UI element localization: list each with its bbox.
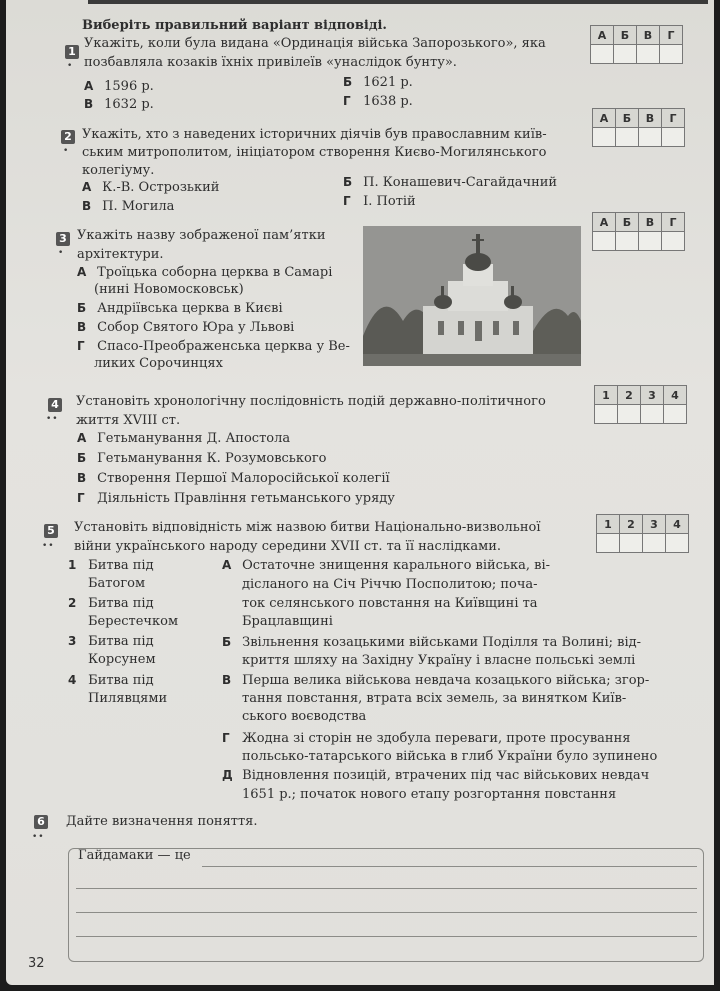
q2-option-d[interactable]: Г І. Потій (343, 194, 416, 209)
q5-battle-1-cont: Батогом (88, 576, 146, 591)
q3-answer-grid: А Б В Г (592, 212, 685, 251)
answer-cell[interactable] (616, 232, 639, 251)
q5-battle-2: 2 Битва під (68, 596, 154, 611)
q3-option-b[interactable]: Б Андріївська церква в Києві (77, 301, 283, 316)
difficulty-marker: •• (32, 832, 45, 842)
page-number: 32 (28, 956, 45, 971)
question-number-5: 5 (44, 524, 58, 538)
question-number-3: 3 (56, 232, 70, 246)
q1-text-line1: Укажіть, коли була видана «Ординація війська Запорозького», яка (84, 36, 546, 51)
top-bar (88, 0, 708, 4)
answer-line[interactable] (76, 912, 697, 913)
q4-text-line2: життя XVIII ст. (76, 413, 181, 428)
q5-result-e-line2: 1651 р.; початок нового етапу розгортання повстання (242, 787, 617, 802)
q3-option-c[interactable]: В Собор Святого Юра у Львові (77, 320, 295, 335)
church-photo (363, 226, 581, 366)
difficulty-marker: • (63, 146, 70, 156)
q5-result-a-line2: дісланого на Січ Річчю Посполитою; поча- (242, 577, 538, 592)
q5-result-a-line4: Брацлавщині (242, 614, 333, 629)
q6-term: Гайдамаки — це (78, 848, 191, 863)
q5-battle-4-cont: Пилявцями (88, 691, 168, 706)
q4-option-a[interactable]: А Гетьманування Д. Апостола (77, 431, 291, 446)
q5-result-c: В Перша велика військова невдача козацького війська; згор- (222, 673, 650, 688)
answer-cell[interactable] (664, 405, 687, 424)
q1-option-a[interactable]: А 1596 р. (84, 79, 154, 94)
answer-cell[interactable] (641, 405, 664, 424)
answer-cell[interactable] (597, 534, 620, 553)
q3-text-line1: Укажіть назву зображеної пам’ятки (77, 228, 326, 243)
church-image (363, 226, 581, 366)
answer-cell[interactable] (660, 45, 683, 64)
answer-cell[interactable] (662, 128, 685, 147)
q5-result-c-line3: ського воєводства (242, 709, 367, 724)
q4-option-b[interactable]: Б Гетьманування К. Розумовського (77, 451, 327, 466)
q5-result-b-line2: криття шляху на Західну Україну і власне польські землі (242, 653, 636, 668)
q3-text-line2: архітектури. (77, 247, 164, 262)
difficulty-marker: •• (46, 414, 59, 424)
answer-cell[interactable] (662, 232, 685, 251)
q5-result-a-line3: ток селянського повстання на Київщині та (242, 596, 538, 611)
answer-cell[interactable] (666, 534, 689, 553)
q5-text-line2: війни українського народу середини XVII ст. та її наслідками. (74, 539, 502, 554)
q5-text-line1: Установіть відповідність між назвою битви Національно-визвольної (74, 520, 541, 535)
q5-result-d: Г Жодна зі сторін не здобула переваги, проте просування (222, 731, 631, 746)
q2-text-line3: колегіуму. (82, 163, 155, 178)
q5-result-a: А Остаточне знищення карального війська, ві- (222, 558, 551, 573)
q1-option-c[interactable]: В 1632 р. (84, 97, 154, 112)
difficulty-marker: • (67, 61, 74, 71)
q1-text-line2: позбавляла козаків їхніх привілеїв «унаслідок бунту». (84, 55, 457, 70)
instruction: Виберіть правильний варіант відповіді. (82, 18, 387, 33)
answer-line[interactable] (202, 866, 697, 867)
answer-line[interactable] (76, 888, 697, 889)
q2-text-line2: ським митрополитом, ініціатором створення Києво-Могилянського (82, 145, 547, 160)
q3-option-d-cont: ликих Сорочинцях (94, 356, 223, 371)
q3-option-a[interactable]: А Троїцька соборна церква в Самарі (77, 265, 333, 280)
answer-cell[interactable] (593, 128, 616, 147)
q5-battle-2-cont: Берестечком (88, 614, 179, 629)
q1-answer-grid: А Б В Г (590, 25, 683, 64)
q4-text-line1: Установіть хронологічну послідовність подій державно-політичного (76, 394, 546, 409)
question-number-4: 4 (48, 398, 62, 412)
answer-cell[interactable] (593, 232, 616, 251)
q1-option-d[interactable]: Г 1638 р. (343, 94, 413, 109)
difficulty-marker: • (58, 248, 65, 258)
q2-option-c[interactable]: В П. Могила (82, 199, 175, 214)
q3-option-a-cont: (нині Новомосковськ) (94, 282, 244, 297)
answer-cell[interactable] (620, 534, 643, 553)
answer-cell[interactable] (639, 128, 662, 147)
answer-cell[interactable] (618, 405, 641, 424)
answer-line[interactable] (76, 936, 697, 937)
q5-battle-4: 4 Битва під (68, 673, 154, 688)
q3-option-d[interactable]: Г Спасо-Преображенська церква у Ве- (77, 339, 350, 354)
answer-cell[interactable] (616, 128, 639, 147)
q6-text: Дайте визначення поняття. (66, 814, 258, 829)
q4-option-d[interactable]: Г Діяльність Правління гетьманського уряду (77, 491, 395, 506)
q5-battle-1: 1 Битва під (68, 558, 154, 573)
q5-answer-grid: 1 2 3 4 (596, 514, 689, 553)
answer-cell[interactable] (595, 405, 618, 424)
q5-result-b: Б Звільнення козацькими військами Поділля та Волині; від- (222, 635, 642, 650)
answer-cell[interactable] (639, 232, 662, 251)
question-number-2: 2 (61, 130, 75, 144)
q2-option-b[interactable]: Б П. Конашевич-Сагайдачний (343, 175, 558, 190)
q2-text-line1: Укажіть, хто з наведених історичних діячів був православним київ- (82, 127, 547, 142)
q1-option-b[interactable]: Б 1621 р. (343, 75, 413, 90)
q5-battle-3: 3 Битва під (68, 634, 154, 649)
textbook-page (6, 0, 714, 985)
question-number-6: 6 (34, 815, 48, 829)
q5-battle-3-cont: Корсунем (88, 652, 156, 667)
q2-option-a[interactable]: А К.-В. Острозький (82, 180, 220, 195)
q2-answer-grid: А Б В Г (592, 108, 685, 147)
answer-cell[interactable] (637, 45, 660, 64)
q4-answer-grid: 1 2 3 4 (594, 385, 687, 424)
answer-cell[interactable] (591, 45, 614, 64)
answer-cell[interactable] (614, 45, 637, 64)
question-number-1: 1 (65, 45, 79, 59)
q5-result-c-line2: тання повстання, втрата всіх земель, за винятком Київ- (242, 691, 627, 706)
difficulty-marker: •• (42, 541, 55, 551)
q5-result-e: Д Відновлення позицій, втрачених під час військових невдач (222, 768, 650, 783)
q5-result-d-line2: польсько-татарського війська в глиб України було зупинено (242, 749, 658, 764)
answer-cell[interactable] (643, 534, 666, 553)
q4-option-c[interactable]: В Створення Першої Малоросійської колегії (77, 471, 390, 486)
